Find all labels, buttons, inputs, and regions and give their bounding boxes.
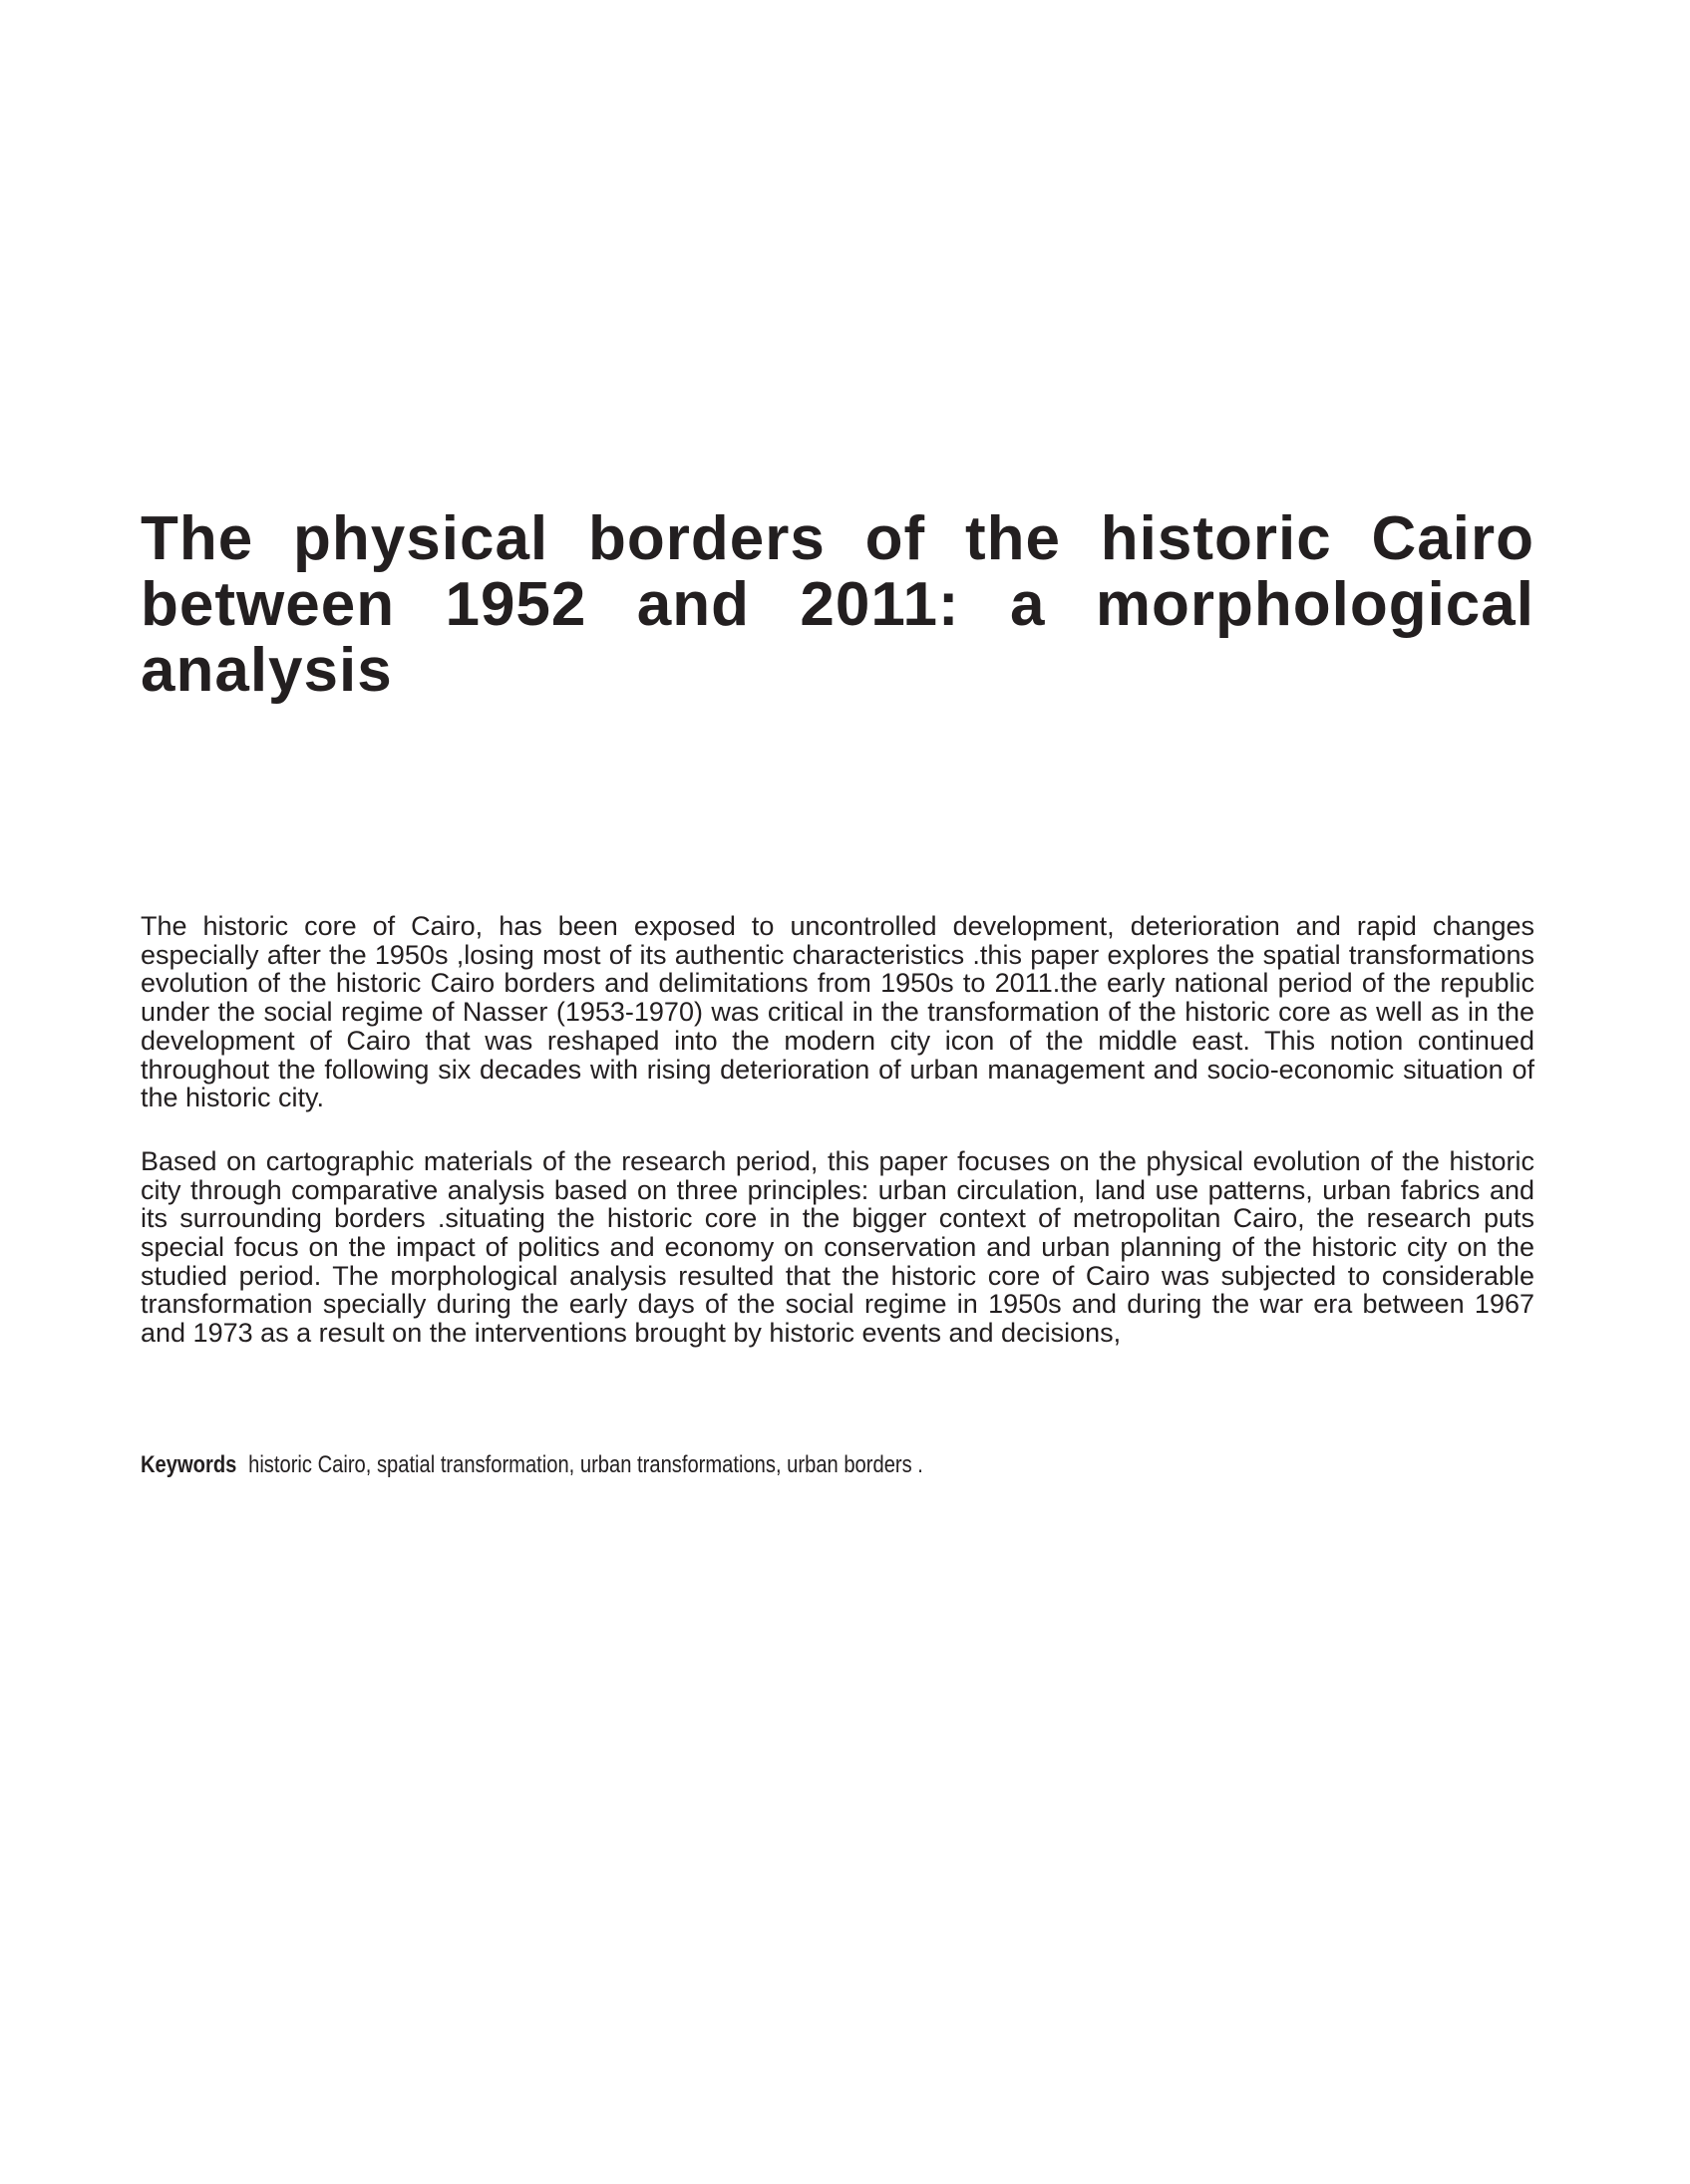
keywords-label: Keywords (141, 1451, 237, 1478)
abstract (141, 912, 1534, 1348)
abstract-paragraph: The historic core of Cairo, has been exposed to uncontrolled development, deterioration and rapid changes especially after the 1950s ,losing most of its authentic characteristics .this paper explores the spatial transformations evolution of the historic Cairo borders and delimitations from 1950s to 2011.the early national period of the republic under the social regime of Nasser (1953-1970) was critical in the transformation of the historic core as well as in the development of Cairo that was reshaped into the modern city icon of the middle east. This notion continued throughout the following six decades with rising deterioration of urban management and socio-economic situation of the historic city. (141, 911, 1534, 1113)
keywords-text: historic Cairo, spatial transformation, urban transformations, urban borders . (248, 1451, 923, 1478)
keywords-line (141, 1450, 1311, 1480)
abstract-paragraph: Based on cartographic materials of the research period, this paper focuses on the physical evolution of the historic city through comparative analysis based on three principles: urban circulation, land use patterns, urban fabrics and its surrounding borders .situating the historic core in the bigger context of metropolitan Cairo, the research puts special focus on the impact of politics and economy on conservation and urban planning of the historic city on the studied period. The morphological analysis resulted that the historic core of Cairo was subjected to considerable transformation specially during the early days of the social regime in 1950s and during the war era between 1967 and 1973 as a result on the interventions brought by historic events and decisions, (141, 1145, 1534, 1349)
paper-title: The physical borders of the historic Cairo between 1952 and 2011: a morphological analysis (141, 504, 1534, 705)
